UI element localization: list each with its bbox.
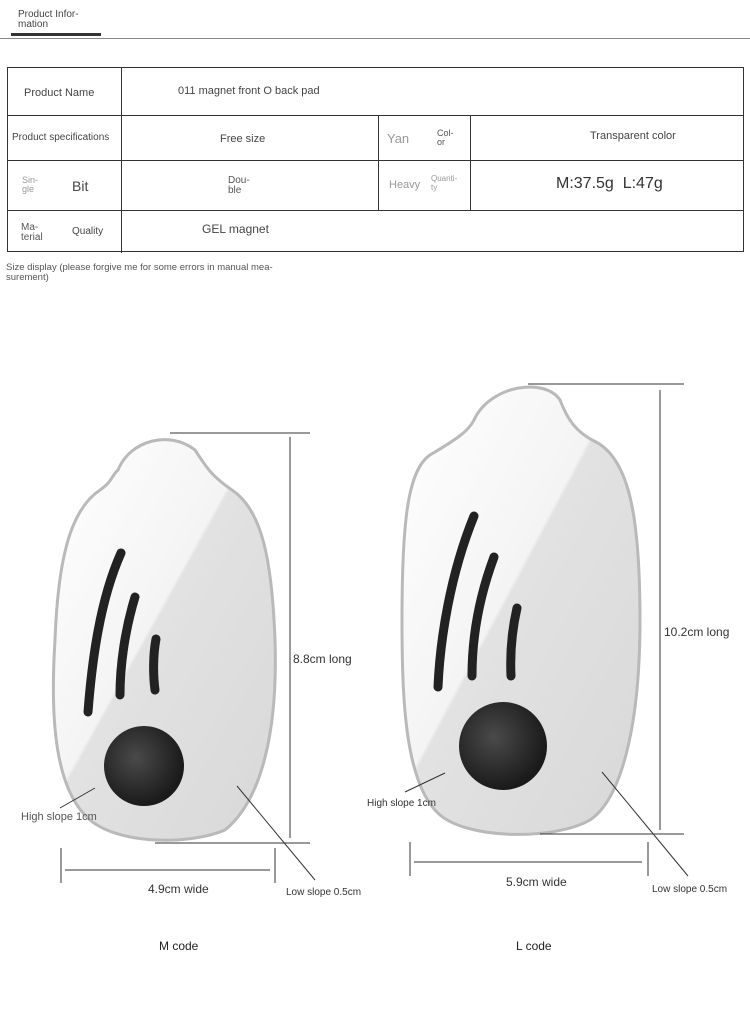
single-value: Dou- ble — [228, 175, 250, 196]
color-label-b: Col- or — [437, 128, 454, 147]
m-low-slope-label: Low slope 0.5cm — [286, 887, 362, 898]
l-heel-pad-image — [402, 387, 640, 834]
material-label-a: Ma- terial — [21, 222, 43, 243]
product-name-label: Product Name — [24, 87, 95, 99]
product-name-value: 011 magnet front O back pad — [178, 85, 320, 97]
size-diagram — [0, 300, 750, 920]
l-length-label: 10.2cm long — [664, 625, 730, 639]
size-caption: Size display (please forgive me for some errors in manual mea- surement) — [6, 262, 273, 283]
section-title-underline — [11, 33, 101, 36]
color-label-a: Yan — [387, 131, 410, 146]
l-high-slope-label: High slope 1cm — [367, 798, 436, 809]
product-info-table — [7, 67, 744, 252]
l-low-slope-label: Low slope 0.5cm — [652, 884, 728, 895]
weight-label-a: Heavy — [389, 179, 421, 191]
material-label-b: Quality — [72, 226, 104, 237]
weight-label-b: Quanti- ty — [431, 174, 458, 192]
spec-value: Free size — [220, 133, 266, 145]
weight-value: M:37.5g L:47g — [556, 175, 663, 192]
color-value: Transparent color — [590, 130, 676, 142]
m-heel-pad-image — [53, 440, 275, 841]
m-length-label: 8.8cm long — [293, 652, 352, 666]
header-divider — [0, 38, 750, 39]
m-code-label: M code — [159, 939, 199, 953]
material-value: GEL magnet — [202, 222, 269, 236]
spec-label: Product specifications — [12, 132, 110, 143]
section-title: Product Infor- mation — [18, 9, 79, 30]
single-label-a: Sin- gle — [22, 175, 39, 194]
m-width-label: 4.9cm wide — [148, 882, 209, 896]
single-label-b: Bit — [72, 178, 89, 194]
l-code-label: L code — [516, 939, 552, 953]
l-width-label: 5.9cm wide — [506, 875, 567, 889]
m-high-slope-label: High slope 1cm — [21, 811, 97, 823]
